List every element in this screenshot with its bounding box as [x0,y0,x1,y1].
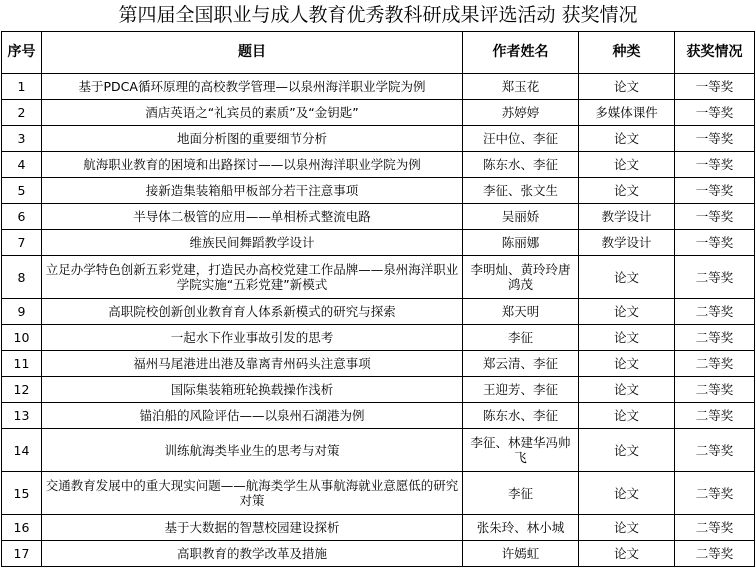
cell-kind: 论文 [579,126,675,152]
cell-kind: 论文 [579,74,675,100]
cell-topic: 接新造集装箱船甲板部分若干注意事项 [42,178,463,204]
cell-kind: 论文 [579,377,675,403]
cell-no: 16 [2,515,42,541]
cell-topic: 基于大数据的智慧校园建设探析 [42,515,463,541]
cell-author: 李明灿、黄玲玲唐鸿茂 [463,256,579,299]
cell-topic: 地面分析图的重要细节分析 [42,126,463,152]
cell-no: 10 [2,325,42,351]
cell-topic: 基于PDCA循环原理的高校教学管理—以泉州海洋职业学院为例 [42,74,463,100]
table-row [2,515,755,541]
table-row [2,126,755,152]
cell-author: 张朱玲、林小城 [463,515,579,541]
header-topic: 题目 [42,32,463,74]
cell-award: 二等奖 [675,472,755,515]
cell-author: 许嫣虹 [463,541,579,567]
cell-author: 郑玉花 [463,74,579,100]
cell-award: 二等奖 [675,256,755,299]
cell-author: 吴丽娇 [463,204,579,230]
cell-topic: 国际集装箱班轮换载操作浅析 [42,377,463,403]
cell-author: 郑云清、李征 [463,351,579,377]
cell-award: 二等奖 [675,299,755,325]
cell-no: 1 [2,74,42,100]
cell-award: 一等奖 [675,178,755,204]
cell-author: 郑天明 [463,299,579,325]
header-kind: 种类 [579,32,675,74]
cell-award: 二等奖 [675,429,755,472]
cell-no: 9 [2,299,42,325]
page-title: 第四届全国职业与成人教育优秀教科研成果评选活动 获奖情况 [118,4,638,26]
cell-no: 14 [2,429,42,472]
awards-table [1,31,755,567]
table-row [2,541,755,567]
cell-author: 王迎芳、李征 [463,377,579,403]
table-row [2,74,755,100]
cell-topic: 锚泊船的风险评估——以泉州石湖港为例 [42,403,463,429]
cell-award: 二等奖 [675,541,755,567]
header-no: 序号 [2,32,42,74]
table-row [2,256,755,299]
cell-topic: 半导体二极管的应用——单相桥式整流电路 [42,204,463,230]
header-award: 获奖情况 [675,32,755,74]
cell-no: 5 [2,178,42,204]
cell-author: 陈丽娜 [463,230,579,256]
cell-topic: 高职院校创新创业教育育人体系新模式的研究与探索 [42,299,463,325]
cell-no: 6 [2,204,42,230]
cell-kind: 论文 [579,429,675,472]
cell-no: 2 [2,100,42,126]
table-row [2,299,755,325]
cell-topic: 高职教育的教学改革及措施 [42,541,463,567]
table-row [2,100,755,126]
cell-author: 汪中位、李征 [463,126,579,152]
cell-award: 一等奖 [675,126,755,152]
table-row [2,351,755,377]
cell-award: 一等奖 [675,74,755,100]
cell-kind: 论文 [579,299,675,325]
cell-kind: 论文 [579,256,675,299]
cell-no: 3 [2,126,42,152]
cell-no: 15 [2,472,42,515]
cell-kind: 论文 [579,325,675,351]
cell-no: 8 [2,256,42,299]
cell-no: 12 [2,377,42,403]
cell-topic: 一起水下作业事故引发的思考 [42,325,463,351]
cell-award: 二等奖 [675,325,755,351]
cell-kind: 论文 [579,515,675,541]
cell-award: 二等奖 [675,351,755,377]
cell-topic: 立足办学特色创新五彩党建，打造民办高校党建工作品牌——泉州海洋职业学院实施“五彩党建”新模式 [42,256,463,299]
cell-kind: 教学设计 [579,204,675,230]
cell-topic: 训练航海类毕业生的思考与对策 [42,429,463,472]
cell-topic: 交通教育发展中的重大现实问题——航海类学生从事航海就业意愿低的研究对策 [42,472,463,515]
table-row [2,472,755,515]
cell-kind: 论文 [579,541,675,567]
cell-no: 4 [2,152,42,178]
cell-no: 11 [2,351,42,377]
cell-kind: 论文 [579,152,675,178]
table-row [2,178,755,204]
cell-topic: 维族民间舞蹈教学设计 [42,230,463,256]
cell-topic: 福州马尾港进出港及靠离青州码头注意事项 [42,351,463,377]
cell-award: 二等奖 [675,403,755,429]
cell-award: 一等奖 [675,204,755,230]
cell-kind: 论文 [579,472,675,515]
table-row [2,403,755,429]
cell-topic: 酒店英语之“礼宾员的素质”及“金钥匙” [42,100,463,126]
cell-kind: 多媒体课件 [579,100,675,126]
cell-author: 陈东水、李征 [463,403,579,429]
cell-kind: 论文 [579,403,675,429]
table-body [2,74,755,567]
cell-award: 一等奖 [675,152,755,178]
table-row [2,325,755,351]
cell-topic: 航海职业教育的困境和出路探讨——以泉州海洋职业学院为例 [42,152,463,178]
cell-award: 二等奖 [675,515,755,541]
cell-author: 李征 [463,325,579,351]
cell-kind: 教学设计 [579,230,675,256]
table-header-row [2,32,755,74]
cell-no: 13 [2,403,42,429]
table-row [2,377,755,403]
header-author: 作者姓名 [463,32,579,74]
table-row [2,152,755,178]
cell-award: 二等奖 [675,377,755,403]
table-row [2,429,755,472]
cell-author: 苏婷婷 [463,100,579,126]
table-row [2,204,755,230]
cell-no: 17 [2,541,42,567]
cell-kind: 论文 [579,178,675,204]
cell-author: 李征 [463,472,579,515]
cell-author: 李征、张文生 [463,178,579,204]
cell-kind: 论文 [579,351,675,377]
cell-award: 一等奖 [675,230,755,256]
table-row [2,230,755,256]
cell-no: 7 [2,230,42,256]
cell-award: 一等奖 [675,100,755,126]
cell-author: 陈东水、李征 [463,152,579,178]
cell-author: 李征、林建华冯帅飞 [463,429,579,472]
